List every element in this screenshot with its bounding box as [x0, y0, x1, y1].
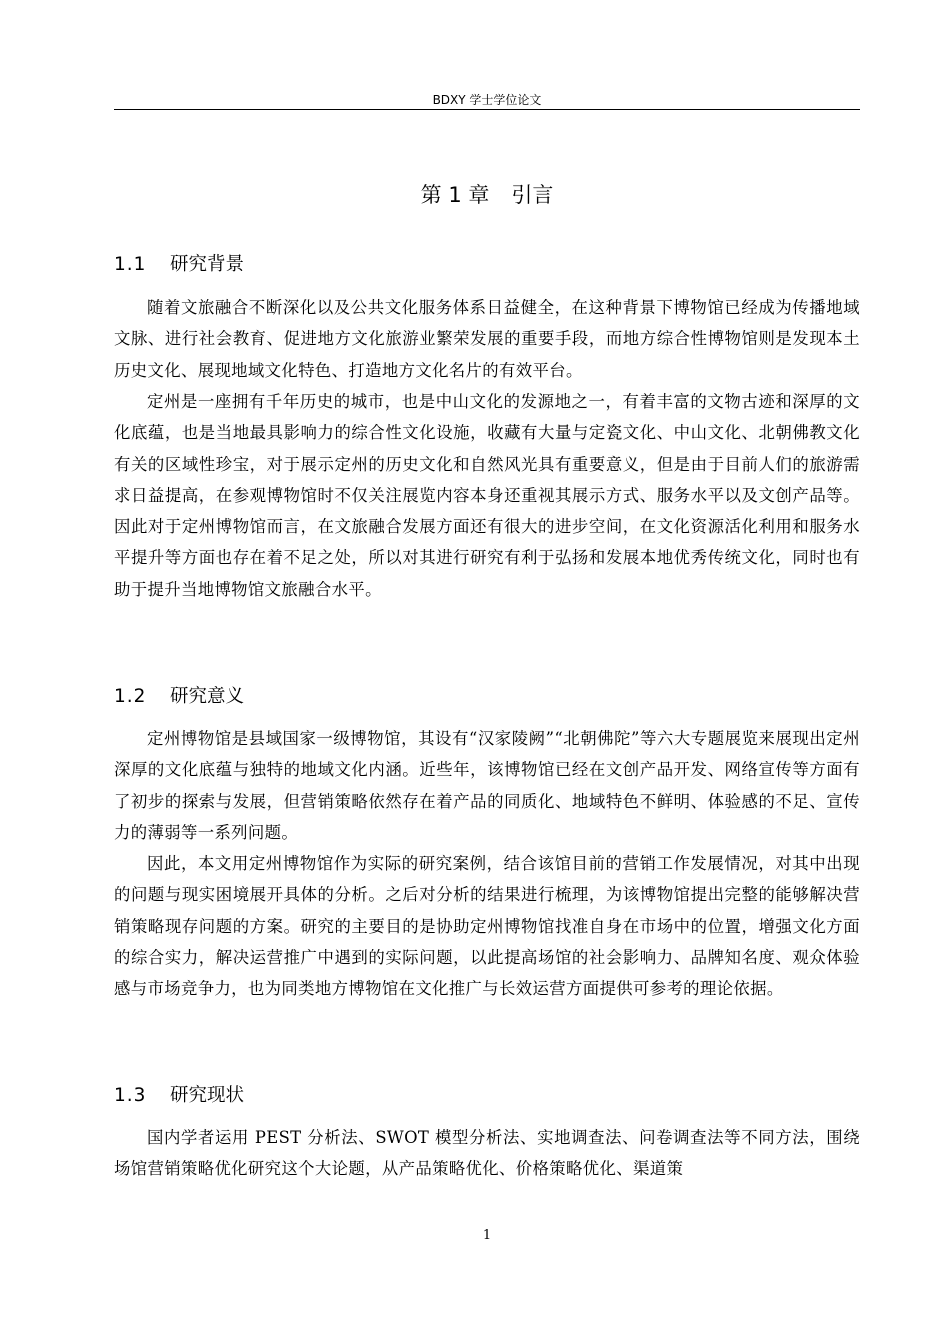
chapter-name: 引言	[511, 183, 554, 207]
paragraph: 定州是一座拥有千年历史的城市，也是中山文化的发源地之一，有着丰富的文物古迹和深厚的文化底蕴，也是当地最具影响力的综合性文化设施，收藏有大量与定瓷文化、中山文化、北朝佛教文化有关的区域性珍宝，对于展示定州的历史文化和自然风光具有重要意义，但是由于目前人们的旅游需求日益提高，在参观博物馆时不仅关注展览内容本身还重视其展示方式、服务水平以及文创产品等。因此对于定州博物馆而言，在文旅融合发展方面还有很大的进步空间，在文化资源活化利用和服务水平提升等方面也存在着不足之处，所以对其进行研究有利于弘扬和发展本地优秀传统文化，同时也有助于提升当地博物馆文旅融合水平。	[114, 392, 860, 599]
section-number: 1.1	[114, 254, 147, 275]
section-number: 1.2	[114, 686, 147, 707]
header-rule	[114, 109, 860, 110]
section-heading-1-3	[114, 1082, 860, 1110]
paragraph: 随着文旅融合不断深化以及公共文化服务体系日益健全，在这种背景下博物馆已经成为传播地域文脉、进行社会教育、促进地方文化旅游业繁荣发展的重要手段，而地方综合性博物馆则是发现本土历史文化、展现地域文化特色、打造地方文化名片的有效平台。	[114, 298, 860, 380]
section-heading-1-1	[114, 251, 860, 279]
paragraph: 因此，本文用定州博物馆作为实际的研究案例，结合该馆目前的营销工作发展情况，对其中出现的问题与现实困境展开具体的分析。之后对分析的结果进行梳理，为该博物馆提出完整的能够解决营销策略现存问题的方案。研究的主要目的是协助定州博物馆找准自身在市场中的位置，增强文化方面的综合实力，解决运营推广中遇到的实际问题，以此提高场馆的社会影响力、品牌知名度、观众体验感与市场竞争力，也为同类地方博物馆在文化推广与长效运营方面提供可参考的理论依据。	[114, 854, 860, 999]
section-number: 1.3	[114, 1085, 147, 1106]
running-header: BDXY 学士学位论文	[432, 93, 542, 107]
page-number: 1	[482, 1228, 492, 1243]
section-title: 研究背景	[170, 254, 245, 275]
paragraph: 国内学者运用 PEST 分析法、SWOT 模型分析法、实地调查法、问卷调查法等不同方法，围绕场馆营销策略优化研究这个大论题，从产品策略优化、价格策略优化、渠道策	[114, 1128, 860, 1179]
section-title: 研究意义	[170, 686, 245, 707]
chapter-title	[114, 180, 860, 210]
section-heading-1-2	[114, 683, 860, 711]
chapter-number: 第 1 章	[420, 183, 490, 207]
paragraph: 定州博物馆是县域国家一级博物馆，其设有“汉家陵阙”“北朝佛陀”等六大专题展览来展现出定州深厚的文化底蕴与独特的地域文化内涵。近些年，该博物馆已经在文创产品开发、网络宣传等方面有了初步的探索与发展，但营销策略依然存在着产品的同质化、地域特色不鲜明、体验感的不足、宣传力的薄弱等一系列问题。	[114, 729, 860, 842]
section-title: 研究现状	[170, 1085, 245, 1106]
